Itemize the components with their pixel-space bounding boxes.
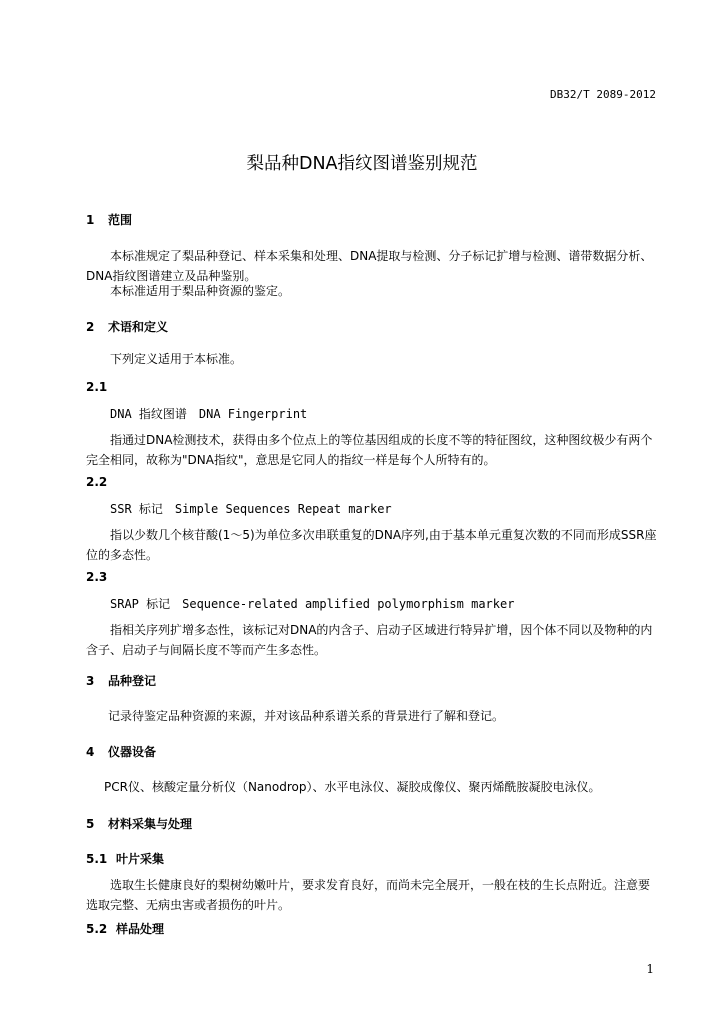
section-2-1-number: 2.1: [86, 380, 108, 394]
section-2-heading: [86, 318, 168, 335]
section-4-paragraph: PCR仪、核酸定量分析仪（Nanodrop）、水平电泳仪、凝胶成像仪、聚丙烯酰胺凝胶电泳仪。: [104, 780, 601, 794]
definition-ssr-marker: 指以少数几个核苷酸(1～5)为单位多次串联重复的DNA序列,由于基本单元重复次数的不同而形成SSR座位的多态性。: [86, 528, 657, 562]
section-2-2-number: 2.2: [86, 475, 108, 489]
section-5-1-heading: [86, 850, 164, 867]
term-dna-fingerprint: DNA 指纹图谱 DNA Fingerprint: [110, 407, 308, 421]
section-3-paragraph: 记录待鉴定品种资源的来源，并对该品种系谱关系的背景进行了解和登记。: [108, 709, 505, 723]
section-title: 材料采集与处理: [108, 817, 193, 831]
standard-number: DB32/T 2089-2012: [550, 88, 656, 101]
section-number: 5.1: [86, 852, 108, 866]
section-1-heading: [86, 211, 132, 228]
section-title: 样品处理: [116, 922, 165, 936]
section-number: 2: [86, 320, 95, 334]
section-number: 3: [86, 674, 95, 688]
section-number: 5.2: [86, 922, 108, 936]
section-5-1-paragraph: 选取生长健康良好的梨树幼嫩叶片，要求发育良好，而尚未完全展开，一般在枝的生长点附近。注意要选取完整、无病虫害或者损伤的叶片。: [86, 878, 651, 912]
section-number: 5: [86, 817, 95, 831]
page-number: 1: [646, 962, 654, 976]
section-1-paragraph-1: 本标准规定了梨品种登记、样本采集和处理、DNA提取与检测、分子标记扩增与检测、谱带数据分析、DNA指纹图谱建立及品种鉴别。: [86, 249, 653, 283]
section-title: 术语和定义: [108, 320, 169, 334]
section-number: 4: [86, 745, 95, 759]
term-ssr-marker: SSR 标记 Simple Sequences Repeat marker: [110, 502, 392, 516]
section-1-paragraph-2: 本标准适用于梨品种资源的鉴定。: [110, 284, 291, 298]
section-title: 品种登记: [108, 674, 157, 688]
section-title: 仪器设备: [108, 745, 157, 759]
section-2-paragraph: 下列定义适用于本标准。: [110, 352, 243, 366]
term-srap-marker: SRAP 标记 Sequence-related amplified polymorphism marker: [110, 597, 515, 611]
section-5-heading: [86, 815, 192, 832]
definition-srap-marker: 指相关序列扩增多态性，该标记对DNA的内含子、启动子区域进行特异扩增，因个体不同以及物种的内含子、启动子与间隔长度不等而产生多态性。: [86, 623, 653, 657]
definition-dna-fingerprint: 指通过DNA检测技术，获得由多个位点上的等位基因组成的长度不等的特征图纹，这种图纹极少有两个完全相同，故称为"DNA指纹"，意思是它同人的指纹一样是每个人所特有的。: [86, 433, 653, 467]
section-number: 1: [86, 213, 95, 227]
section-title: 叶片采集: [116, 852, 165, 866]
section-3-heading: [86, 672, 156, 689]
section-2-3-number: 2.3: [86, 570, 108, 584]
section-title: 范围: [108, 213, 133, 227]
document-title: 梨品种DNA指纹图谱鉴别规范: [246, 154, 478, 174]
section-5-2-heading: [86, 920, 164, 937]
section-4-heading: [86, 743, 156, 760]
